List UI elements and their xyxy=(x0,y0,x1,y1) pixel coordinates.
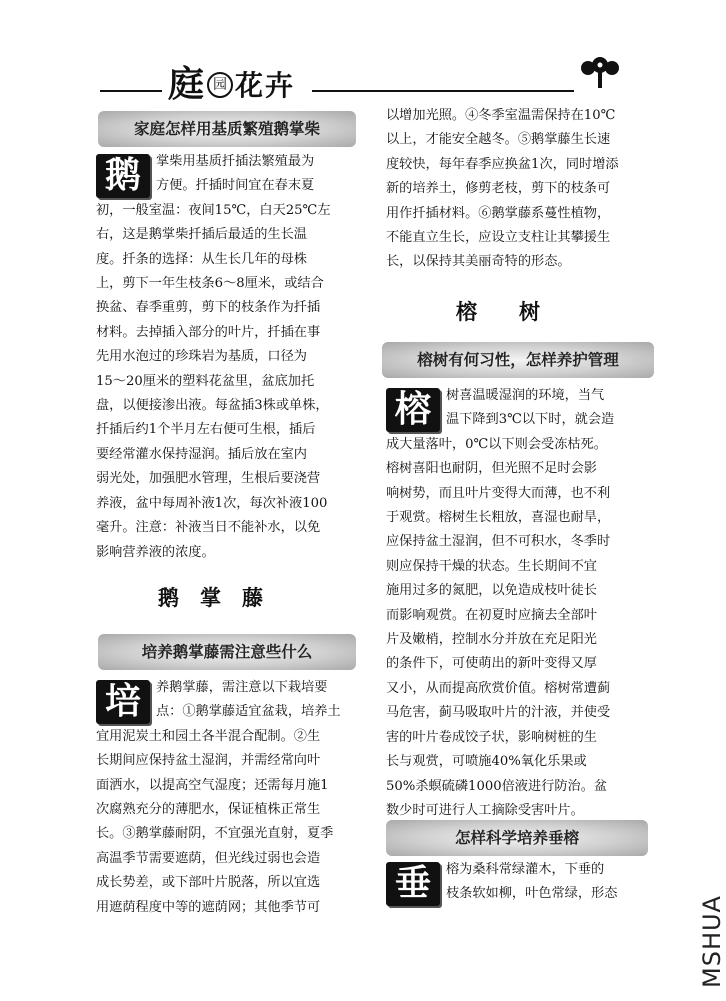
text-line: 于观赏。榕树生长粗放，喜湿也耐旱， xyxy=(386,510,611,526)
text-line: 点：①鹅掌藤适宜盆栽，培养土 xyxy=(156,704,341,720)
text-line: 榕树喜阳也耐阴，但光照不足时会影 xyxy=(386,461,597,477)
text-line: 用遮荫程度中等的遮荫网；其他季节可 xyxy=(96,899,321,915)
text-line: 数少时可进行人工摘除受害叶片。 xyxy=(386,802,584,818)
text-line: 养液，盆中每周补液1次，每次补液100 xyxy=(96,495,328,511)
text-line: 要经常灌水保持湿润。插后放在室内 xyxy=(96,446,307,462)
text-line: 盘，以便接渗出液。每盆插3株或单株， xyxy=(96,398,329,414)
header-rest: 花卉 xyxy=(235,69,296,102)
text-line: 初，一般室温：夜间15℃，白天25℃左 xyxy=(96,202,331,218)
article-paragraph xyxy=(386,104,652,275)
text-line: 养鹅掌藤，需注意以下栽培要 xyxy=(156,680,328,695)
drop-cap: 鹅 xyxy=(96,154,150,198)
section-title: 榕 树 xyxy=(456,300,540,324)
article-paragraph xyxy=(96,676,358,920)
text-line: 应保持盆土湿润，但不可积水，冬季时 xyxy=(386,534,611,550)
text-line: 先用水泡过的珍珠岩为基质，口径为 xyxy=(96,349,307,365)
banner-heading: 怎样科学培养垂榕 xyxy=(386,820,648,856)
text-line: 树喜温暖湿润的环境，当气 xyxy=(446,388,605,403)
text-line: 榕为桑科常绿灌木，下垂的 xyxy=(446,862,605,877)
text-line: 施用过多的氮肥，以免造成枝叶徒长 xyxy=(386,583,597,599)
drop-cap: 培 xyxy=(96,680,150,724)
header-rule-left xyxy=(100,90,162,92)
text-line: 弱光处，加强肥水管理，生根后要浇营 xyxy=(96,471,321,487)
text-line: 掌柴用基质扦插法繁殖最为 xyxy=(156,154,315,169)
text-line: 50%杀螟硫磷1000倍液进行防治。盆 xyxy=(386,778,608,794)
drop-cap: 榕 xyxy=(386,388,440,432)
text-line: 次腐熟充分的薄肥水，保证植株正常生 xyxy=(96,802,321,818)
text-line: 马危害，蓟马吸取叶片的汁液，并使受 xyxy=(386,705,611,721)
text-line: 长与观赏，可喷施40%氧化乐果或 xyxy=(386,754,587,770)
text-line: 影响营养液的浓度。 xyxy=(96,544,215,560)
text-line: 而影响观赏。在初夏时应摘去全部叶 xyxy=(386,607,597,623)
text-line: 换盆、春季重剪，剪下的枝条作为扦插 xyxy=(96,300,321,316)
text-line: 右，这是鹅掌柴扦插后最适的生长温 xyxy=(96,227,307,243)
article-paragraph xyxy=(386,858,652,907)
watermark-text: MSHUA xyxy=(698,895,726,988)
text-line: 则应保持干燥的状态。生长期间不宜 xyxy=(386,558,597,574)
drop-cap: 垂 xyxy=(386,862,440,906)
text-line: 又小，从而提高欣赏价值。榕树常遭蓟 xyxy=(386,680,611,696)
text-line: 毫升。注意：补液当日不能补水，以免 xyxy=(96,520,321,536)
text-line: 新的培养土，修剪老枝，剪下的枝条可 xyxy=(386,181,611,197)
text-line: 材料。去掉插入部分的叶片，扦插在事 xyxy=(96,324,321,340)
text-line: 不能直立生长，应设立支柱让其攀援生 xyxy=(386,230,611,246)
banner-heading: 榕树有何习性，怎样养护管理 xyxy=(382,342,654,378)
text-line: 的条件下，可使萌出的新叶变得又厚 xyxy=(386,656,597,672)
header-char: 庭 xyxy=(168,63,206,105)
text-line: 枝条软如柳，叶色常绿，形态 xyxy=(446,886,618,902)
text-line: 长，以保持其美丽奇特的形态。 xyxy=(386,254,571,270)
header-rule-right xyxy=(312,90,574,92)
text-line: 扦插后约1个半月左右便可生根，插后 xyxy=(96,422,316,438)
banner-heading: 培养鹅掌藤需注意些什么 xyxy=(98,634,356,670)
text-line: 长期间应保持盆土湿润，并需经常向叶 xyxy=(96,753,321,769)
text-line: 面洒水，以提高空气湿度；还需每月施1 xyxy=(96,777,329,793)
page-header-title xyxy=(168,60,295,104)
banner-heading: 家庭怎样用基质繁殖鹅掌柴 xyxy=(98,111,356,147)
text-line: 成大量落叶，0℃以下则会受冻枯死。 xyxy=(386,436,607,452)
text-line: 以增加光照。④冬季室温需保持在10℃ xyxy=(386,108,616,123)
text-line: 长。③鹅掌藤耐阴，不宜强光直射，夏季 xyxy=(96,826,334,842)
text-line: 成长势差，或下部叶片脱落，所以宜选 xyxy=(96,875,321,891)
text-line: 用作扦插材料。⑥鹅掌藤系蔓性植物， xyxy=(386,205,611,221)
text-line: 15～20厘米的塑料花盆里，盆底加托 xyxy=(96,373,315,389)
header-circle-char: 园 xyxy=(207,72,233,98)
article-paragraph xyxy=(96,150,358,565)
text-line: 方便。扦插时间宜在春末夏 xyxy=(156,178,315,194)
watermark xyxy=(664,880,726,990)
text-line: 害的叶片卷成饺子状，影响树桩的生 xyxy=(386,729,597,745)
text-line: 以上，才能安全越冬。⑤鹅掌藤生长速 xyxy=(386,132,611,148)
text-line: 度较快，每年春季应换盆1次，同时增添 xyxy=(386,156,619,172)
text-line: 宜用泥炭土和园土各半混合配制。②生 xyxy=(96,728,321,744)
text-line: 温下降到3℃以下时，就会造 xyxy=(446,412,615,428)
text-line: 片及嫩梢，控制水分并放在充足阳光 xyxy=(386,632,597,648)
text-line: 上，剪下一年生枝条6～8厘米，或结合 xyxy=(96,276,324,292)
text-line: 高温季节需要遮荫，但光线过弱也会造 xyxy=(96,850,321,866)
article-paragraph xyxy=(386,384,652,823)
section-title: 鹅 掌 藤 xyxy=(158,586,263,610)
flower-logo-icon xyxy=(578,56,622,90)
text-line: 响树势，而且叶片变得大而薄，也不利 xyxy=(386,485,611,501)
text-line: 度。扦条的选择：从生长几年的母株 xyxy=(96,251,307,267)
